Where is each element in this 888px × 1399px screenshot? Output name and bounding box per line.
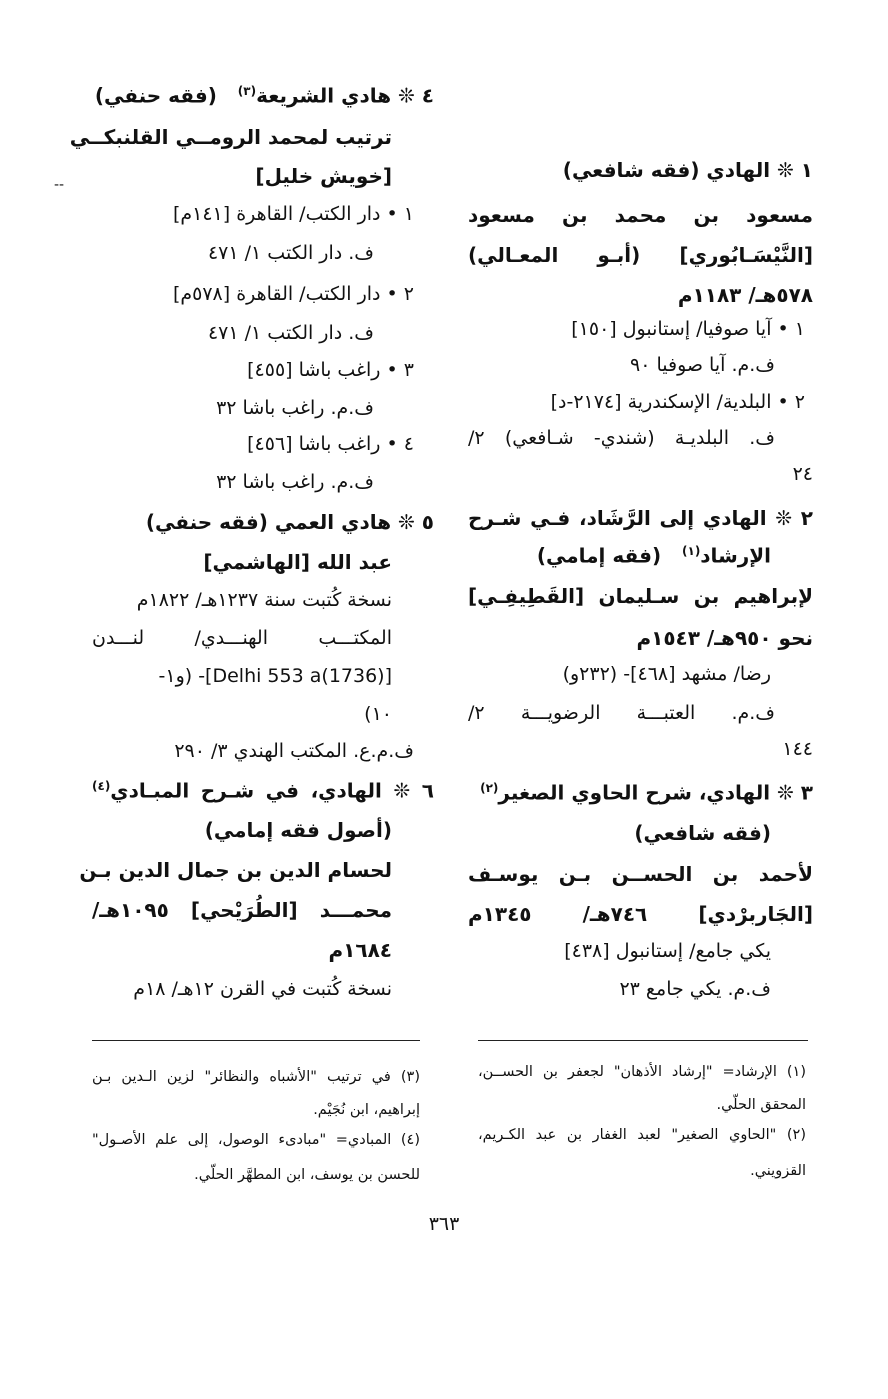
entry-2-manuscript-1-ref: ف.م. العتبـــة الرضويـــة ٢/ [468, 702, 775, 724]
entry-1-date: ٥٧٨هـ/ ١١٨٣م [677, 283, 813, 307]
entry-5-library: المكتـــب الهنـــدي/ لنـــدن [92, 627, 392, 649]
entry-1-manuscript-1: ١ • آيا صوفيا/ إستانبول [١٥٠] [571, 318, 805, 340]
entry-4-manuscript-3: ٣ • راغب باشا [٤٥٥] [247, 359, 414, 381]
entry-1-author: مسعود بن محمد بن مسعود [468, 203, 813, 227]
footnote-4: (٤) المبادي= "مبادىء الوصول، إلى علم الأصـول" [92, 1132, 420, 1148]
footnote-3-cont: إبراهيم، ابن نُجَيْم. [313, 1102, 420, 1118]
footnote-divider-left [92, 1040, 420, 1041]
entry-3-category: (فقه شافعي) [634, 821, 771, 845]
entry-4-author: ترتيب لمحمد الرومــي القلنبكــي [69, 125, 392, 149]
entry-4-manuscript-1-ref: ف. دار الكتب ١/ ٤٧١ [207, 242, 374, 264]
entry-1-manuscript-2-ref: ف. البلديـة (شندي- شـافعي) ٢/ [468, 427, 775, 449]
entry-2-author: لإبراهيم بن سـليمان [القَطِيفِـي] [468, 584, 813, 608]
entry-4-manuscript-3-ref: ف.م. راغب باشا ٣٢ [216, 397, 374, 419]
entry-6-author: لحسام الدين بن جمال الدين بـن [79, 858, 392, 882]
entry-6-date: ١٦٨٤م [328, 938, 392, 962]
entry-4-manuscript-4-ref: ف.م. راغب باشا ٣٢ [216, 471, 374, 493]
entry-2-heading: ٢ ❊ الهادي إلى الرَّشَاد، فـي شـرح [468, 506, 813, 530]
entry-1-author-cont: [النَّيْسَـابُوري] (أبـو المعـالي) [468, 243, 813, 267]
entry-3-manuscript-1: يكي جامع/ إستانبول [٤٣٨] [564, 940, 771, 962]
entry-1-manuscript-2-ref-cont: ٢٤ [792, 463, 813, 485]
entry-4-manuscript-2-ref: ف. دار الكتب ١/ ٤٧١ [207, 322, 374, 344]
entry-4-manuscript-4: ٤ • راغب باشا [٤٥٦] [247, 433, 414, 455]
footnote-2-cont: القزويني. [750, 1163, 806, 1179]
entry-6-heading: ٦ ❊ الهادي، في شـرح المبـادي$^{(٤)}$ [92, 778, 434, 803]
entry-2-manuscript-1: رضا/ مشهد [٤٦٨]- (٢٣٢و) [562, 663, 771, 685]
footnote-1-cont: المحقق الحلّي. [716, 1097, 806, 1113]
scan-mark: -- [54, 177, 65, 193]
entry-3-manuscript-1-ref: ف.م. يكي جامع ٢٣ [619, 978, 771, 1000]
footnote-4-cont: للحسن بن يوسف، ابن المطهَّر الحلّي. [194, 1167, 420, 1183]
entry-5-copy-note: نسخة كُتبت سنة ١٢٣٧هـ/ ١٨٢٢م [136, 589, 392, 611]
entry-5-heading: ٥ ❊ هادي العمي (فقه حنفي) [145, 510, 434, 534]
entry-1-manuscript-1-ref: ف.م. آيا صوفيا ٩٠ [630, 354, 775, 376]
entry-6-category: (أصول فقه إمامي) [204, 818, 392, 842]
entry-1-manuscript-2: ٢ • البلدية/ الإسكندرية [٢١٧٤-د] [550, 391, 805, 413]
entry-5-catalog-ref: ف.م.ع. المكتب الهندي ٣/ ٢٩٠ [174, 740, 414, 762]
footnote-2: (٢) "الحاوي الصغير" لعبد الغفار بن عبد الكـريم، [478, 1127, 806, 1143]
footnote-divider-right [478, 1040, 808, 1041]
entry-4-author-cont: [خويش خليل] [255, 164, 392, 188]
entry-3-author: لأحمد بن الحســن بـن يوسـف [468, 862, 813, 886]
entry-5-author: عبد الله [الهاشمي] [203, 550, 392, 574]
entry-2-date: نحو ٩٥٠هـ/ ١٥٤٣م [636, 626, 813, 650]
entry-4-manuscript-1: ١ • دار الكتب/ القاهرة [١٤١م] [172, 203, 414, 225]
entry-3-heading: ٣ ❊ الهادي، شرح الحاوي الصغير$^{(٢)}$ [480, 780, 813, 805]
entry-5-shelfmark: [(1736)Delhi 553 a]- (و١- [158, 665, 392, 687]
entry-4-manuscript-2: ٢ • دار الكتب/ القاهرة [٥٧٨م] [172, 283, 414, 305]
footnote-1: (١) الإرشاد= "إرشاد الأذهان" لجعفر بن الحســن، [478, 1064, 806, 1080]
entry-3-date: [الجَاربرْدي] ٧٤٦هـ/ ١٣٤٥م [468, 902, 813, 926]
entry-4-heading: ٤ ❊ هادي الشريعة$^{(٣)}$ (فقه حنفي) [94, 83, 434, 108]
entry-2-heading-cont: الإرشاد$^{(١)}$ (فقه إمامي) [536, 543, 771, 568]
footnote-3: (٣) في ترتيب "الأشباه والنظائر" لزين الـدين بـن [92, 1069, 420, 1085]
entry-1-heading: ١ ❊ الهادي (فقه شافعي) [562, 158, 813, 182]
entry-6-copy-note: نسخة كُتبت في القرن ١٢هـ/ ١٨م [133, 978, 392, 1000]
page-number: ٣٦٣ [428, 1213, 460, 1235]
entry-6-author-cont: محمـــد [الطُرَيْحي] ١٠٩٥هـ/ [92, 898, 392, 922]
entry-2-manuscript-1-ref-cont: ١٤٤ [782, 738, 813, 760]
entry-5-shelfmark-cont: ١٠) [364, 703, 392, 725]
